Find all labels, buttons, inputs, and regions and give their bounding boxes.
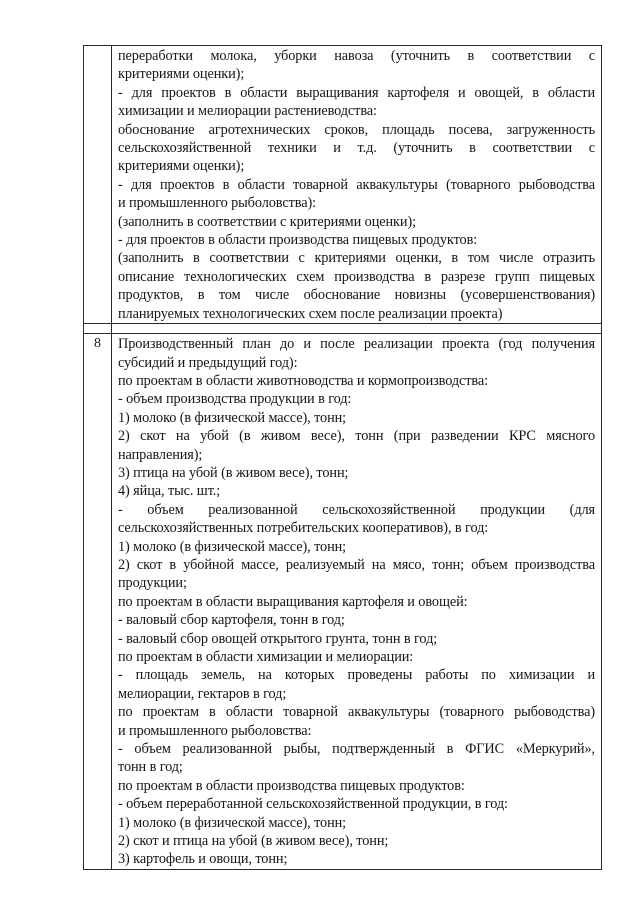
text-line: 2) скот на убой (в живом весе), тонн (при разведении КРС мясного xyxy=(118,428,595,445)
text-line: 1) молоко (в физической массе), тонн; xyxy=(118,538,347,555)
text-line: по проектам в области товарной аквакультуры (товарного рыбоводства) xyxy=(118,704,595,721)
text-line: критериями оценки); xyxy=(118,158,245,175)
text-line: переработки молока, уборки навоза (уточнить в соответствии с xyxy=(118,48,595,64)
text-line: - объем переработанной сельскохозяйственной продукции, в год: xyxy=(118,796,508,813)
text-line: - объем реализованной рыбы, подтвержденный в ФГИС «Меркурий», xyxy=(118,741,595,758)
separator-cell xyxy=(84,324,112,334)
text-line: обоснование агротехнических сроков, площадь посева, загруженность xyxy=(118,121,595,138)
text-line: - объем реализованной сельскохозяйственной продукции (для xyxy=(118,501,595,518)
text-line: 3) птица на убой (в живом весе), тонн; xyxy=(118,464,349,481)
separator-row xyxy=(84,324,602,334)
text-line: 2) скот в убойной массе, реализуемый на мясо, тонн; объем производства xyxy=(118,556,595,573)
text-line: 2) скот и птица на убой (в живом весе), тонн; xyxy=(118,833,389,850)
text-line: описание технологических схем производства в разрезе групп пищевых xyxy=(118,268,595,285)
text-line: Производственный план до и после реализации проекта (год получения xyxy=(118,336,595,353)
row-number-cell xyxy=(84,46,112,324)
row-number: 8 xyxy=(94,336,101,352)
text-line: 4) яйца, тыс. шт.; xyxy=(118,483,221,500)
text-line: по проектам в области выращивания картофеля и овощей: xyxy=(118,593,468,610)
text-line: - валовый сбор картофеля, тонн в год; xyxy=(118,612,345,629)
row-number-cell xyxy=(84,334,112,870)
text-line: - площадь земель, на которых проведены работы по химизации и xyxy=(118,667,595,684)
criteria-table xyxy=(83,45,602,870)
text-line: 3) картофель и овощи, тонн; xyxy=(118,851,288,868)
text-line: 1) молоко (в физической массе), тонн; xyxy=(118,814,347,831)
text-line: химизации и мелиорации растениеводства: xyxy=(118,103,377,120)
text-line: 1) молоко (в физической массе), тонн; xyxy=(118,409,347,426)
text-line: критериями оценки); xyxy=(118,66,245,83)
text-line: по проектам в области производства пищевых продуктов: xyxy=(118,777,465,794)
row-text-cell xyxy=(112,46,602,324)
text-line: - для проектов в области выращивания картофеля и овощей, в области xyxy=(118,84,595,101)
text-line: продуктов, в том числе обоснование новизны (усовершенствования) xyxy=(118,287,595,304)
text-line: и промышленного рыболовства): xyxy=(118,195,316,212)
text-line: направления); xyxy=(118,446,203,463)
text-line: тонн в год; xyxy=(118,759,183,776)
text-line: - для проектов в области производства пищевых продуктов: xyxy=(118,232,478,249)
text-line: планируемых технологических схем после реализации проекта) xyxy=(118,305,503,322)
text-line: сельскохозяйственных потребительских кооперативов), в год: xyxy=(118,520,489,537)
text-line: сельскохозяйственной техники и т.д. (уточнить в соответствии с xyxy=(118,140,595,157)
text-line: (заполнить в соответствии с критериями оценки); xyxy=(118,213,416,230)
text-line: мелиорации, гектаров в год; xyxy=(118,685,287,702)
text-line: продукции; xyxy=(118,575,187,592)
text-line: и промышленного рыболовства: xyxy=(118,722,312,739)
text-line: по проектам в области химизации и мелиорации: xyxy=(118,649,414,665)
text-line: субсидий и предыдущий год): xyxy=(118,354,298,371)
text-line: - объем производства продукции в год: xyxy=(118,391,352,408)
text-line: - валовый сбор овощей открытого грунта, тонн в год; xyxy=(118,630,438,647)
table-row xyxy=(84,46,602,324)
text-line: - для проектов в области товарной аквакультуры (товарного рыбоводства xyxy=(118,176,595,193)
row-text-cell xyxy=(112,334,602,870)
table-row xyxy=(84,334,602,870)
separator-cell xyxy=(112,324,602,334)
text-line: по проектам в области животноводства и кормопроизводства: xyxy=(118,372,489,389)
row-number xyxy=(84,46,111,48)
text-line: (заполнить в соответствии с критериями оценки, в том числе отразить xyxy=(118,250,595,267)
